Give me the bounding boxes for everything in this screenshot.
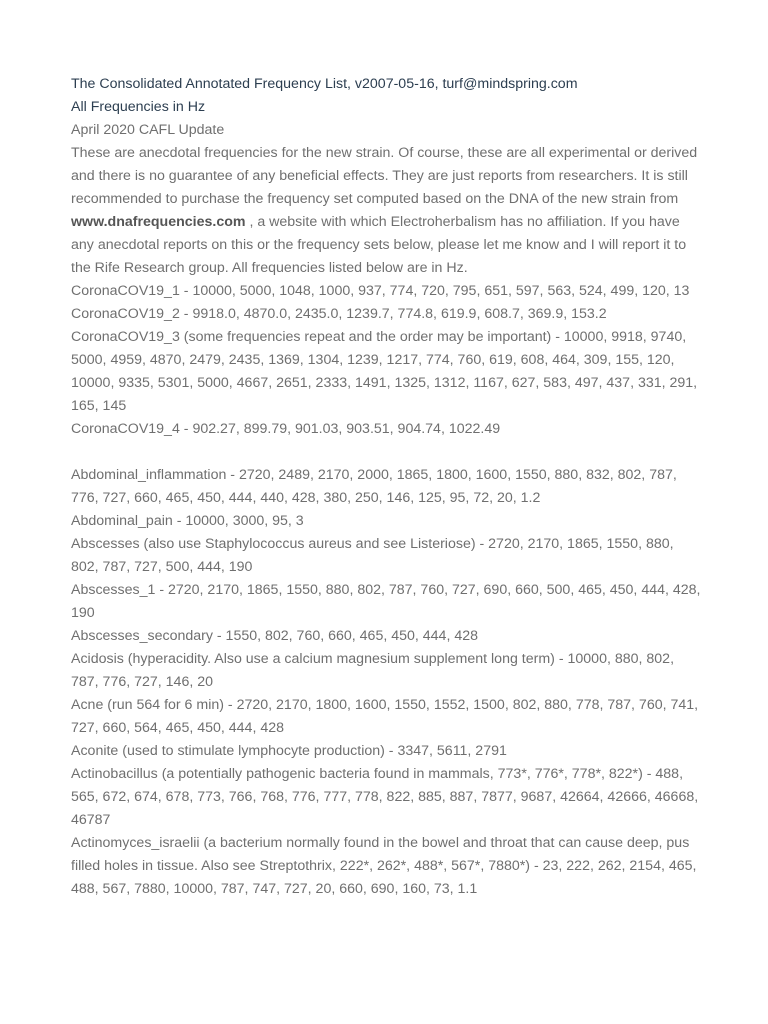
frequency-entry: Actinomyces_israelii (a bacterium normally found in the bowel and throat that can cause deep, pus filled holes in tissue. Also see Streptothrix, 222*, 262*, 488*, 567*, 7880*) - 23, 222, 262, 2154, 465, 488, 567, 7880, 10000, 787, 747, 727, 20, 660, 690, 160, 73, 1.1 [71, 835, 697, 897]
frequency-entry: Abdominal_pain - 10000, 3000, 95, 3 [71, 513, 304, 529]
update-heading: April 2020 CAFL Update [71, 122, 225, 138]
frequency-entry-corona-4: CoronaCOV19_4 - 902.27, 899.79, 901.03, 903.51, 904.74, 1022.49 [71, 421, 501, 437]
frequency-entry: Actinobacillus (a potentially pathogenic bacteria found in mammals, 773*, 776*, 778*, 822*) - 488, 565, 672, 674, 678, 773, 766, 768, 776, 777, 778, 822, 885, 887, 7877, 9687, 42664, 42666, 46668, 46787 [71, 766, 699, 828]
frequency-entry: Abscesses (also use Staphylococcus aureus and see Listeriose) - 2720, 2170, 1865, 1550, 880, 802, 787, 727, 500, 444, 190 [71, 536, 674, 575]
frequency-entry: Abdominal_inflammation - 2720, 2489, 2170, 2000, 1865, 1800, 1600, 1550, 880, 832, 802, 787, 776, 727, 660, 465, 450, 444, 440, 428, 380, 250, 146, 125, 95, 72, 20, 1.2 [71, 467, 677, 506]
frequency-entry: Abscesses_secondary - 1550, 802, 760, 660, 465, 450, 444, 428 [71, 628, 479, 644]
intro-text-part1: These are anecdotal frequencies for the new strain. Of course, these are all experimental or derived and there is no guarantee of any beneficial effects. They are just reports from researchers. It is still recommended to purchase the frequency set computed based on the DNA of the new strain from [71, 145, 698, 207]
frequency-entry-corona-1: CoronaCOV19_1 - 10000, 5000, 1048, 1000, 937, 774, 720, 795, 651, 597, 563, 524, 499, 120, 13 [71, 283, 690, 299]
website-link[interactable]: www.dnafrequencies.com [71, 214, 246, 230]
frequency-entry: Acidosis (hyperacidity. Also use a calcium magnesium supplement long term) - 10000, 880, 802, 787, 776, 727, 146, 20 [71, 651, 675, 690]
document-title: The Consolidated Annotated Frequency List, v2007-05-16, turf@mindspring.com [71, 76, 578, 92]
frequency-entry: Acne (run 564 for 6 min) - 2720, 2170, 1800, 1600, 1550, 1552, 1500, 802, 880, 778, 787, 760, 741, 727, 660, 564, 465, 450, 444, 428 [71, 697, 699, 736]
intro-text-part2: , a website with which Electroherbalism has no affiliation. If you have any anecdotal reports on this or the frequency sets below, please let me know and I will report it to the Rife Research group. All frequencies listed below are in Hz. [71, 214, 687, 276]
document-body [71, 73, 703, 901]
frequency-entry: Abscesses_1 - 2720, 2170, 1865, 1550, 880, 802, 787, 760, 727, 690, 660, 500, 465, 450, 444, 428, 190 [71, 582, 701, 621]
frequency-entry: Aconite (used to stimulate lymphocyte production) - 3347, 5611, 2791 [71, 743, 507, 759]
update-intro [71, 142, 703, 280]
frequency-entry-corona-2: CoronaCOV19_2 - 9918.0, 4870.0, 2435.0, 1239.7, 774.8, 619.9, 608.7, 369.9, 153.2 [71, 306, 607, 322]
document-subtitle: All Frequencies in Hz [71, 99, 206, 115]
spacer [71, 441, 703, 464]
frequency-entry-corona-3: CoronaCOV19_3 (some frequencies repeat and the order may be important) - 10000, 9918, 9740, 5000, 4959, 4870, 2479, 2435, 1369, 1304, 1239, 1217, 774, 760, 619, 608, 464, 309, 155, 120, 10000, 9335, 5301, 5000, 4667, 2651, 2333, 1491, 1325, 1312, 1167, 627, 583, 497, 437, 331, 291, 165, 145 [71, 329, 698, 414]
